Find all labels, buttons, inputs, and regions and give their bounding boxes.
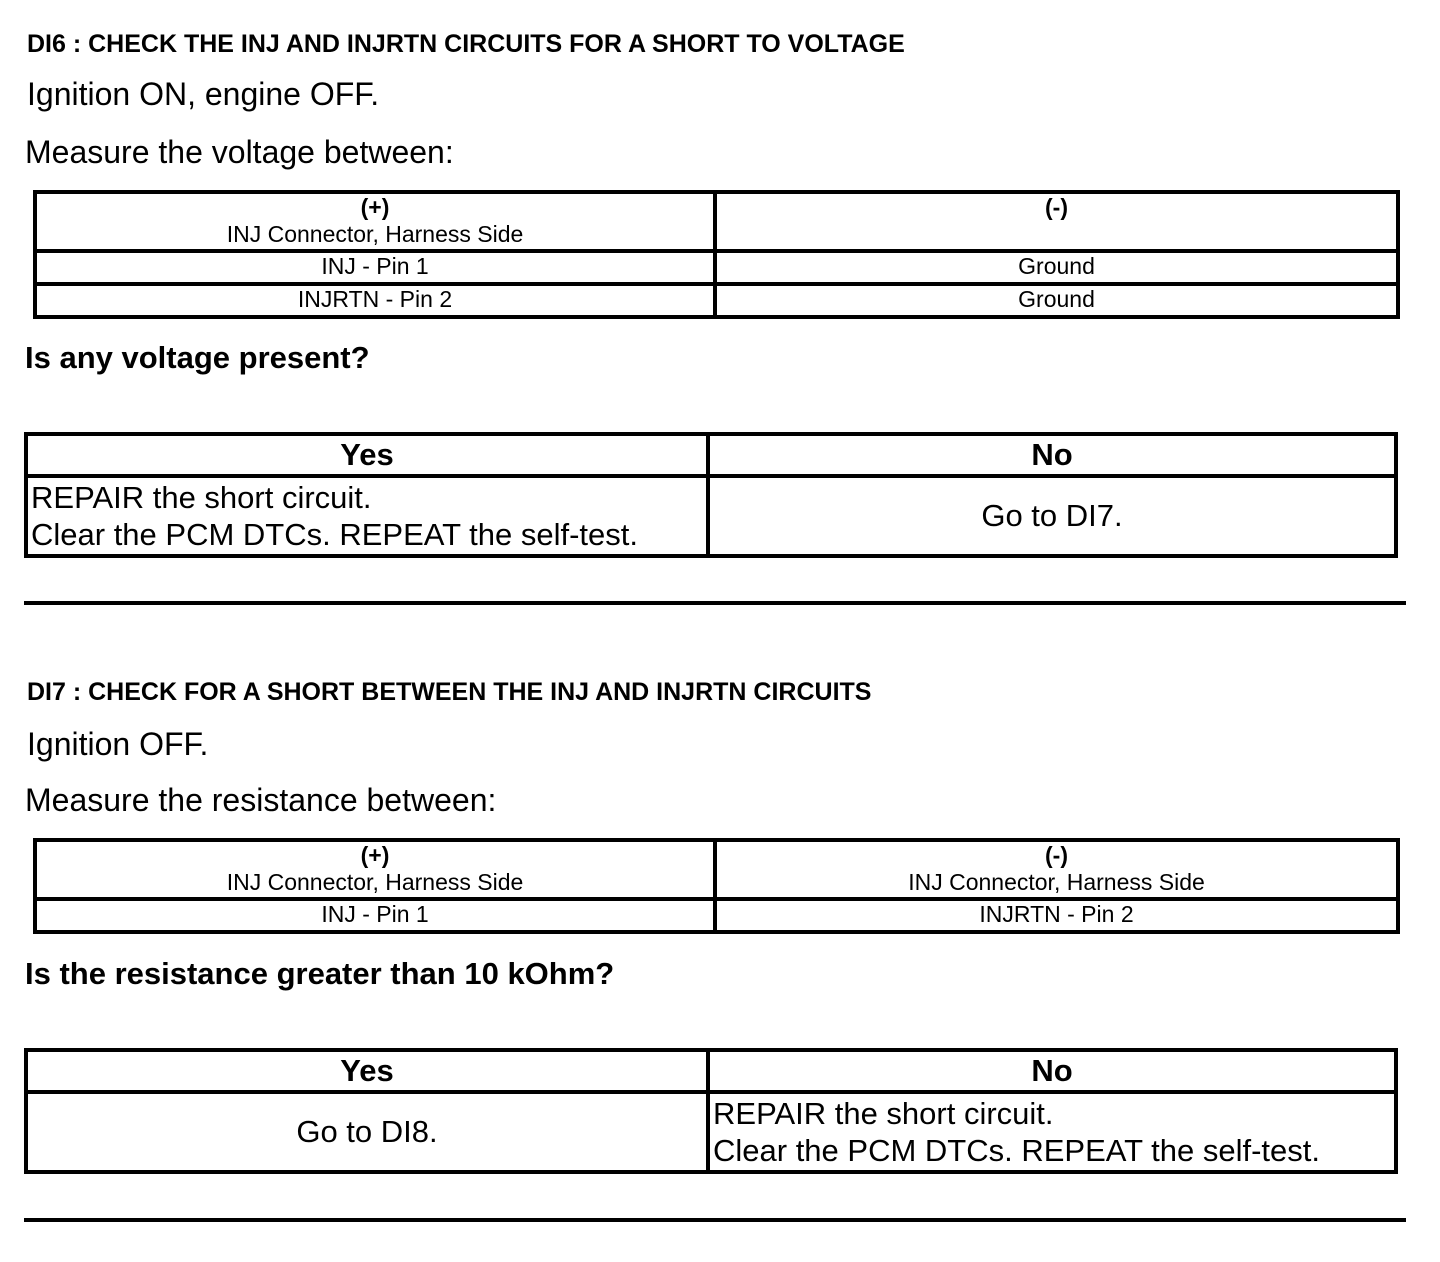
positive-symbol: (+) bbox=[360, 842, 390, 868]
table-header-row bbox=[35, 192, 1398, 251]
yes-action-line: REPAIR the short circuit. bbox=[31, 480, 372, 515]
no-action-cell: Go to DI7. bbox=[708, 476, 1396, 556]
result-row bbox=[26, 476, 1396, 556]
di6-measurement-table bbox=[33, 190, 1400, 319]
di7-measurement-table bbox=[33, 838, 1400, 934]
yes-header: Yes bbox=[26, 1050, 708, 1092]
negative-pin-cell: Ground bbox=[715, 251, 1398, 284]
table-header-row bbox=[35, 840, 1398, 899]
di6-instruction-measure: Measure the voltage between: bbox=[25, 134, 454, 170]
di6-instruction-ignition: Ignition ON, engine OFF. bbox=[27, 76, 380, 112]
no-header: No bbox=[708, 434, 1396, 476]
result-header-row bbox=[26, 1050, 1396, 1092]
negative-lead-header bbox=[715, 192, 1398, 251]
di6-question: Is any voltage present? bbox=[25, 340, 370, 375]
di7-result-table bbox=[24, 1048, 1398, 1174]
negative-pin-cell: INJRTN - Pin 2 bbox=[715, 899, 1398, 932]
positive-pin-cell: INJ - Pin 1 bbox=[35, 899, 715, 932]
no-action-line: Clear the PCM DTCs. REPEAT the self-test. bbox=[713, 1133, 1320, 1168]
positive-pin-cell: INJ - Pin 1 bbox=[35, 251, 715, 284]
positive-location: INJ Connector, Harness Side bbox=[226, 221, 524, 247]
di7-instruction-ignition: Ignition OFF. bbox=[27, 726, 209, 762]
result-row bbox=[26, 1092, 1396, 1172]
section-divider bbox=[24, 1218, 1406, 1222]
yes-header: Yes bbox=[26, 434, 708, 476]
positive-location: INJ Connector, Harness Side bbox=[226, 869, 524, 895]
positive-lead-header bbox=[35, 840, 715, 899]
di7-step-title: DI7 : CHECK FOR A SHORT BETWEEN THE INJ AND INJRTN CIRCUITS bbox=[27, 678, 872, 706]
negative-pin-cell: Ground bbox=[715, 284, 1398, 317]
table-row bbox=[35, 284, 1398, 317]
no-action-cell bbox=[708, 1092, 1396, 1172]
positive-lead-header bbox=[35, 192, 715, 251]
yes-action-line: Clear the PCM DTCs. REPEAT the self-test. bbox=[31, 517, 638, 552]
yes-action-cell: Go to DI8. bbox=[26, 1092, 708, 1172]
negative-symbol: (-) bbox=[1045, 842, 1068, 868]
negative-location: INJ Connector, Harness Side bbox=[908, 869, 1205, 895]
negative-lead-header bbox=[715, 840, 1398, 899]
table-row bbox=[35, 899, 1398, 932]
negative-symbol: (-) bbox=[1045, 194, 1068, 220]
no-action-line: REPAIR the short circuit. bbox=[713, 1096, 1054, 1131]
positive-pin-cell: INJRTN - Pin 2 bbox=[35, 284, 715, 317]
di7-question: Is the resistance greater than 10 kOhm? bbox=[25, 956, 615, 991]
di6-result-table bbox=[24, 432, 1398, 558]
di6-step-title: DI6 : CHECK THE INJ AND INJRTN CIRCUITS FOR A SHORT TO VOLTAGE bbox=[27, 30, 905, 58]
no-header: No bbox=[708, 1050, 1396, 1092]
section-divider bbox=[24, 601, 1406, 605]
positive-symbol: (+) bbox=[360, 194, 390, 220]
result-header-row bbox=[26, 434, 1396, 476]
yes-action-cell bbox=[26, 476, 708, 556]
di7-instruction-measure: Measure the resistance between: bbox=[25, 782, 497, 818]
table-row bbox=[35, 251, 1398, 284]
